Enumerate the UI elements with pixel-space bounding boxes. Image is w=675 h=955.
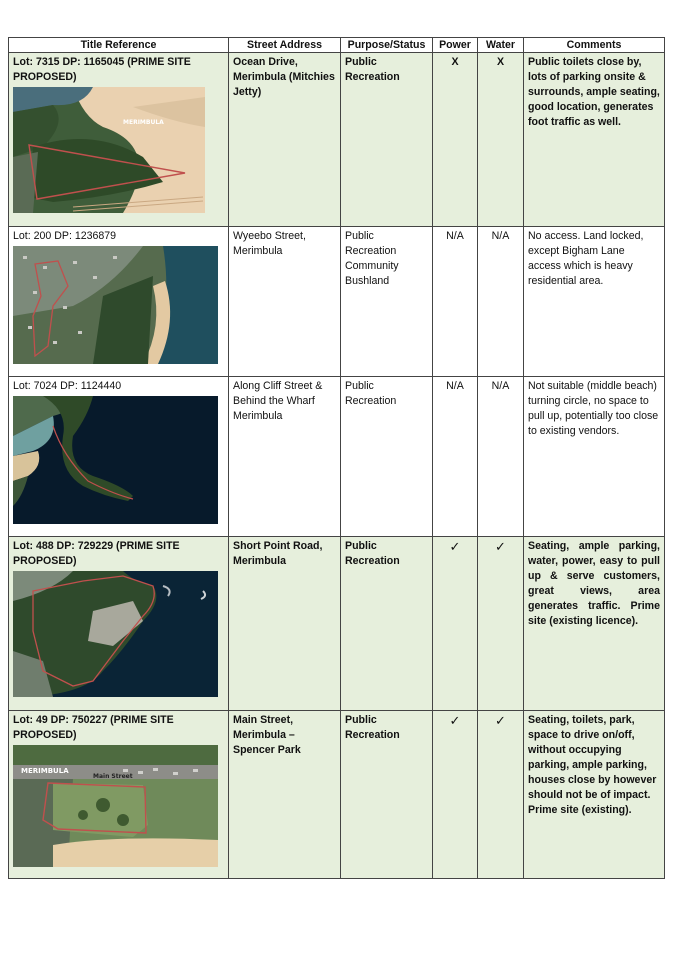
- street-address-cell: Along Cliff Street & Behind the Wharf Merimbula: [229, 377, 341, 537]
- comments-cell: Public toilets close by, lots of parking onsite & surrounds, ample seating, good location, generates foot traffic as well.: [524, 53, 665, 227]
- map-label: MERIMBULA: [21, 767, 69, 775]
- title-reference-cell: [9, 227, 229, 377]
- table-row: [9, 227, 665, 377]
- satellite-map-image: [13, 396, 218, 524]
- satellite-map-image: [13, 571, 218, 697]
- table-row: [9, 711, 665, 879]
- title-reference: Lot: 200 DP: 1236879: [13, 230, 117, 242]
- purpose-status-cell: Public Recreation: [341, 711, 433, 879]
- title-reference: Lot: 7024 DP: 1124440: [13, 380, 122, 392]
- header-power: Power: [433, 38, 478, 53]
- satellite-map-image: [13, 745, 218, 867]
- header-purpose-status: Purpose/Status: [341, 38, 433, 53]
- street-address-cell: Short Point Road, Merimbula: [229, 537, 341, 711]
- street-address-cell: Wyeebo Street, Merimbula: [229, 227, 341, 377]
- power-cell: X: [433, 53, 478, 227]
- header-title-reference: Title Reference: [9, 38, 229, 53]
- satellite-map-image: [13, 87, 205, 213]
- table-row: [9, 377, 665, 537]
- power-cell: ✓: [433, 537, 478, 711]
- comments-cell: Seating, toilets, park, space to drive on/off, without occupying parking, ample parking, houses close by however should not be of impact. Prime site (existing).: [524, 711, 665, 879]
- title-reference-cell: [9, 537, 229, 711]
- power-cell: ✓: [433, 711, 478, 879]
- street-address-cell: Ocean Drive, Merimbula (Mitchies Jetty): [229, 53, 341, 227]
- water-cell: X: [478, 53, 524, 227]
- purpose-status-cell: Public Recreation: [341, 53, 433, 227]
- street-address-cell: Main Street, Merimbula – Spencer Park: [229, 711, 341, 879]
- site-assessment-table: [8, 37, 665, 879]
- map-street-label: Main Street: [93, 773, 133, 780]
- purpose-status-cell: Public Recreation: [341, 537, 433, 711]
- comments-cell: Not suitable (middle beach) turning circle, no space to pull up, potentially too close to existing vendors.: [524, 377, 665, 537]
- power-cell: N/A: [433, 227, 478, 377]
- title-reference-cell: [9, 53, 229, 227]
- comments-cell: Seating, ample parking, water, power, easy to pull up & serve customers, great views, area generates traffic. Prime site (existing licence).: [524, 537, 665, 711]
- header-comments: Comments: [524, 38, 665, 53]
- title-reference-cell: [9, 711, 229, 879]
- purpose-status-cell: Public Recreation Community Bushland: [341, 227, 433, 377]
- water-cell: N/A: [478, 227, 524, 377]
- header-water: Water: [478, 38, 524, 53]
- title-reference: Lot: 49 DP: 750227 (PRIME SITE PROPOSED): [13, 714, 174, 741]
- header-row: [9, 38, 665, 53]
- water-cell: N/A: [478, 377, 524, 537]
- title-reference: Lot: 7315 DP: 1165045 (PRIME SITE PROPOSED): [13, 56, 191, 83]
- title-reference: Lot: 488 DP: 729229 (PRIME SITE PROPOSED): [13, 540, 180, 567]
- map-label: MERIMBULA: [123, 119, 164, 126]
- water-cell: ✓: [478, 537, 524, 711]
- title-reference-cell: [9, 377, 229, 537]
- water-cell: ✓: [478, 711, 524, 879]
- header-street-address: Street Address: [229, 38, 341, 53]
- power-cell: N/A: [433, 377, 478, 537]
- purpose-status-cell: Public Recreation: [341, 377, 433, 537]
- satellite-map-image: [13, 246, 218, 364]
- comments-cell: No access. Land locked, except Bigham Lane access which is heavy residential area.: [524, 227, 665, 377]
- table-row: [9, 53, 665, 227]
- table-row: [9, 537, 665, 711]
